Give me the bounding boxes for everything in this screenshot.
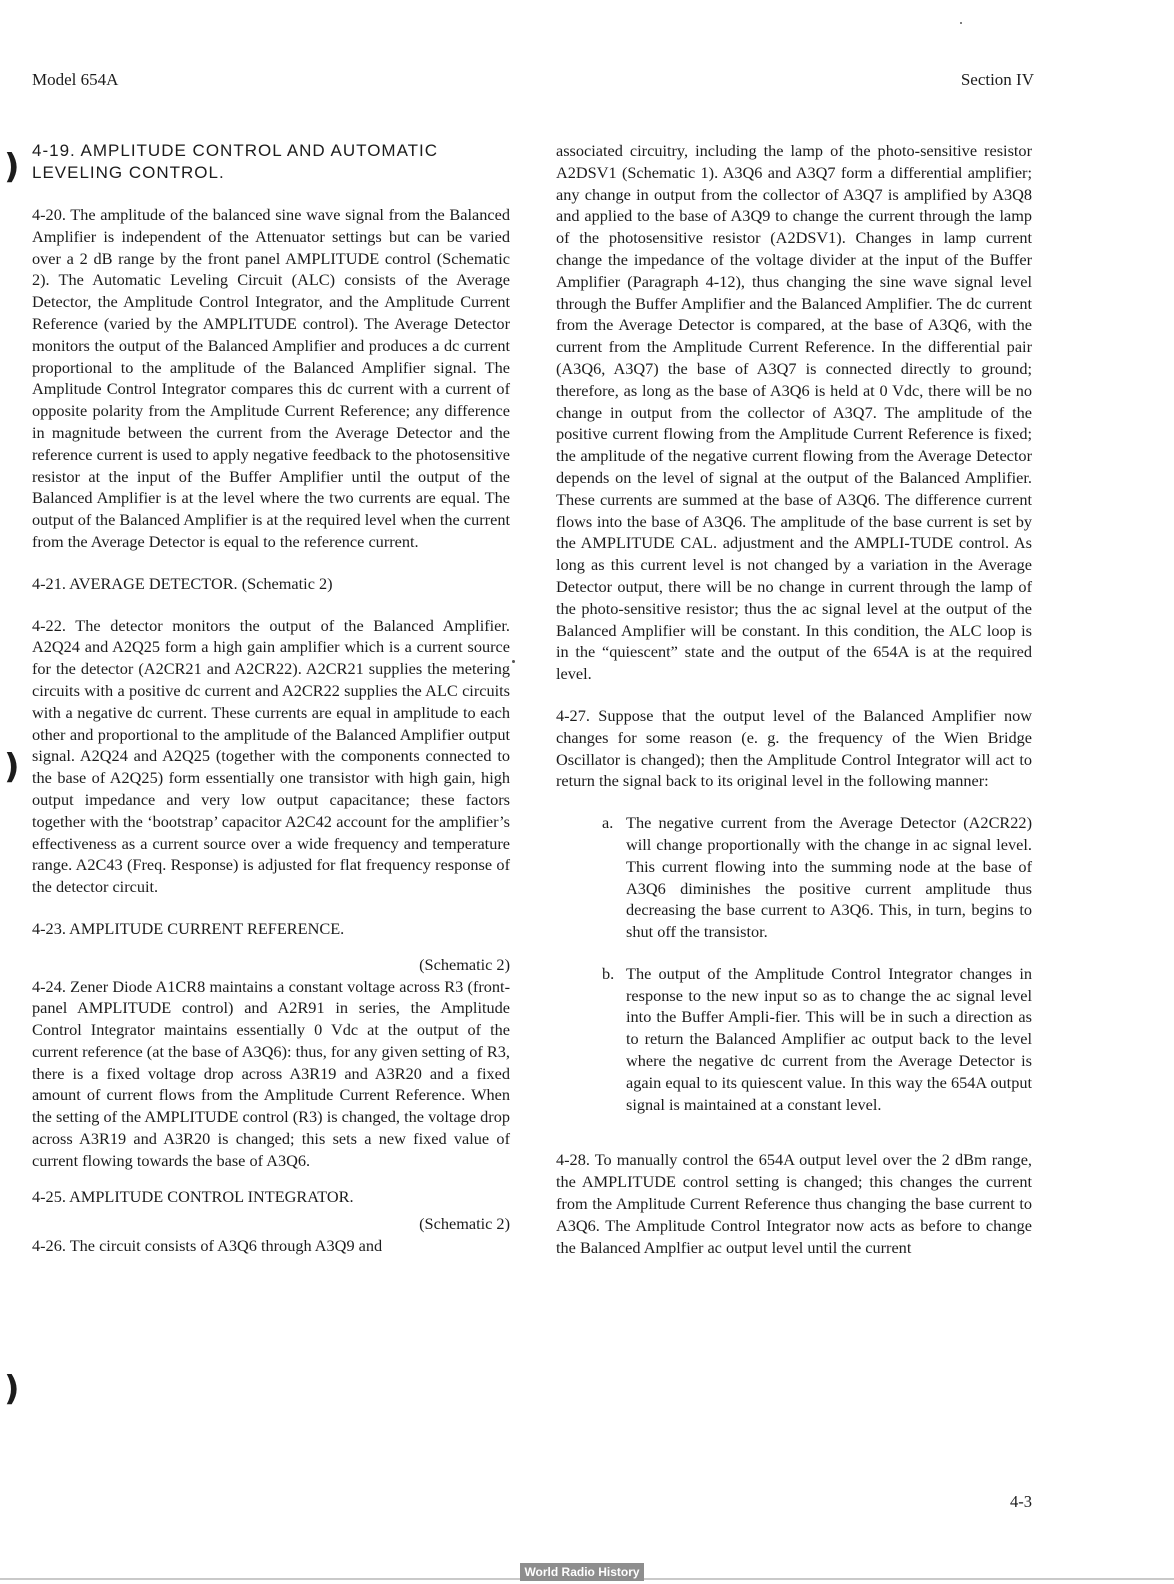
- list-item: [602, 812, 1032, 943]
- paragraph-4-28: 4-28. To manually control the 654A output level over the 2 dBm range, the AMPLITUDE control setting is changed; this changes the current from the Amplitude Current Reference thus changing the base current to A3Q6. The Amplitude Control Integrator now acts as before to change the Balanced Amplfier ac output level until the current: [556, 1150, 1032, 1257]
- binding-bracket-mark: ): [4, 1369, 20, 1409]
- list-item-text: The output of the Amplitude Control Integrator changes in response to the new input so as to change the ac signal level into the Buffer Ampli-fier. This will be in such a direction as to return the Balanced Amplifier ac output back to the level where the negative dc current from the Average Detector is again equal to its quiescent value. In this way the 654A output signal is maintained at a constant level.: [626, 963, 1032, 1114]
- section-heading-4-21: 4-21. AVERAGE DETECTOR. (Schematic 2): [32, 573, 333, 593]
- left-column: [32, 140, 510, 1257]
- paragraph-4-26-continued: associated circuitry, including the lamp of the photo-sensitive resistor A2DSV1 (Schematic 1). A3Q6 and A3Q7 form a differential amplifier; any change in output from the collector of A3Q7 is amplified by A3Q8 and applied to the base of A3Q9 to change the current through the lamp of the photosensitive resistor (A2DSV1). Changes in lamp current change the impedance of the voltage divider at the input of the Buffer Amplifier (Paragraph 4-12), thus changing the sine wave signal level through the Buffer Amplifier and the Balanced Amplifier. The dc current from the Average Detector is compared, at the base of A3Q6, with the current from the Amplitude Current Reference. In the differential pair (A3Q6, A3Q7) the base of A3Q7 is connected directly to ground; therefore, as long as the base of A3Q6 is held at 0 Vdc, there will be no change in output from the collector of A3Q7. The amplitude of the positive current flowing from the Amplitude Current Reference is fixed; the amplitude of the negative current flowing from the Average Detector depends on the level of signal at the output of the Balanced Amplifier. These currents are summed at the base of A3Q6. The difference current flows into the base of A3Q6. The amplitude of the base current is set by the AMPLITUDE CAL. adjustment and the AMPLI-TUDE control. As long as this current level is not changed by a variation in the Average Detector output, there will be no change in current through the lamp of the photo-sensitive resistor; thus the ac signal level at the output of the Balanced Amplifier will be constant. In this condition, the ALC loop is in the “quiescent” state and the output of the 654A is at the required level.: [556, 141, 1032, 684]
- list-item-label: b.: [602, 963, 615, 983]
- scan-speck: [960, 22, 962, 24]
- section-heading-4-25: 4-25. AMPLITUDE CONTROL INTEGRATOR.: [32, 1186, 354, 1206]
- watermark-badge: World Radio History: [520, 1563, 644, 1581]
- paragraph-4-24: 4-24. Zener Diode A1CR8 maintains a constant voltage across R3 (front-panel AMPLITUDE control) and A2R91 in series, the Amplitude Control Integrator maintains essentially 0 Vdc at the output of the current reference (at the base of A3Q6): thus, for any given setting of R3, there is a fixed voltage drop across A3R19 and A3R20 and a fixed amount of current flows from the Amplitude Current Reference. When the setting of the AMPLITUDE control (R3) is changed, the voltage drop across A3R19 and A3R20 is changed; this sets a new fixed value of current flowing towards the base of A3Q6.: [32, 976, 510, 1170]
- paragraph-4-22: 4-22. The detector monitors the output of the Balanced Amplifier. A2Q24 and A2Q25 form a high gain amplifier which is a current source for the detector (A2CR21 and A2CR22). A2CR21 supplies the metering circuits with a positive dc current and A2CR22 supplies the ALC circuits with a negative dc current. These currents are equal in amplitude to each other and proportional to the amplitude of the Balanced Amplifier output signal. A2Q24 and A2Q25 (together with the components connected to the base of A2Q25) form essentially one transistor with high gain, high output impedance and very low output capacitance; these factors together with the ‘bootstrap’ capacitor A2C42 account for the amplifier’s effectiveness as a current source over a wide frequency and temperature range. A2C43 (Freq. Response) is adjusted for flat frequency response of the detector circuit.: [32, 615, 510, 897]
- schematic-reference: (Schematic 2): [419, 1214, 510, 1234]
- scan-speck: [512, 660, 515, 663]
- paragraph-4-27: 4-27. Suppose that the output level of the Balanced Amplifier now changes for some reason (e. g. the frequency of the Wien Bridge Oscillator is changed); then the Amplitude Control Integrator will act to return the signal back to its original level in the following manner:: [556, 705, 1032, 791]
- paragraph-4-20: 4-20. The amplitude of the balanced sine wave signal from the Balanced Amplifier is independent of the Attenuator settings but can be varied over a 2 dB range by the front panel AMPLITUDE control (Schematic 2). The Automatic Leveling Circuit (ALC) consists of the Average Detector, the Amplitude Control Integrator, and the Amplitude Current Reference (varied by the AMPLITUDE control). The Average Detector monitors the output of the Balanced Amplifier and produces a dc current proportional to the amplitude of the Balanced Amplifier signal. The Amplitude Control Integrator compares this dc current with a current of opposite polarity from the Amplitude Current Reference; any difference in magnitude between the current from the Average Detector and the reference current is used to apply negative feedback to the photosensitive resistor at the input of the Buffer Amplifier until the output of the Balanced Amplifier is at the level where the two currents are equal. The output of the Balanced Amplifier is at the required level when the current from the Average Detector is equal to the reference current.: [32, 205, 510, 551]
- schematic-reference: (Schematic 2): [419, 954, 510, 974]
- right-column: [556, 140, 1032, 1258]
- binding-bracket-mark: ): [4, 147, 20, 187]
- list-item-label: a.: [602, 813, 614, 833]
- binding-bracket-mark: ): [4, 747, 20, 787]
- paragraph-4-26: 4-26. The circuit consists of A3Q6 through A3Q9 and: [32, 1236, 383, 1256]
- section-heading-4-19: 4-19. AMPLITUDE CONTROL AND AUTOMATIC LEVELING CONTROL.: [32, 141, 439, 182]
- header-section: Section IV: [960, 70, 1034, 89]
- header-model: Model 654A: [32, 70, 119, 89]
- section-heading-4-23: 4-23. AMPLITUDE CURRENT REFERENCE.: [32, 918, 345, 938]
- list-item-text: The negative current from the Average Detector (A2CR22) will change proportionally with the change in ac signal level. This current flowing into the summing node at the base of A3Q6 diminishes the positive current amplitude thus decreasing the base current to A3Q6. This, in turn, begins to shut off the transistor.: [626, 813, 1032, 942]
- page-number: 4-3: [1010, 1492, 1032, 1511]
- list-item: [602, 963, 1032, 1116]
